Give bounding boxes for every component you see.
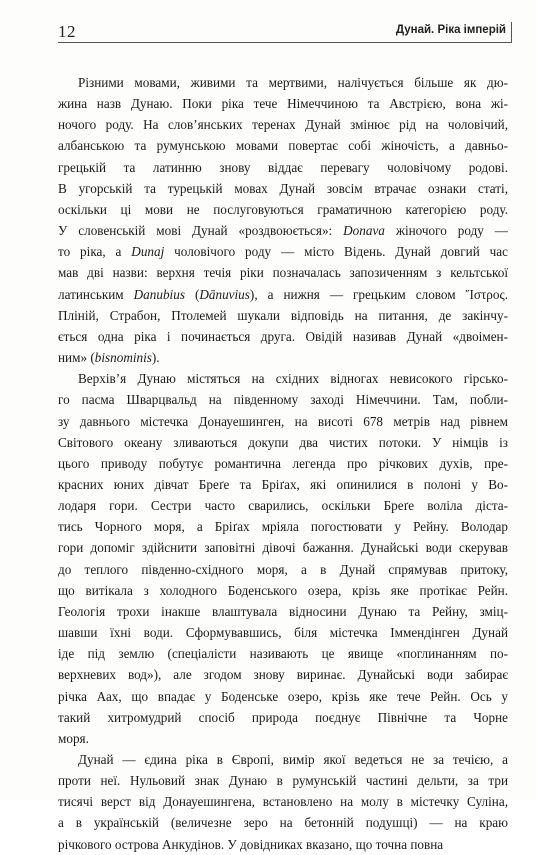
text-run: Геологія трохи інакше влаштувала відносини Дунаю та Рейну, зміц-: [58, 603, 508, 619]
text-run: що витікала з холодного Боденського озера, крізь яке протікає Рейн.: [58, 582, 508, 598]
text-line: [58, 284, 508, 305]
text-run: мав дві назви: верхня течія ріки позначалась запозиченням з кельтської: [58, 265, 508, 281]
text-run: а в українській (величезне зеро на бетонній подушці) — на краю: [58, 815, 508, 831]
text-line: [58, 157, 508, 178]
text-run: зу давнього містечка Донауешинген, на висоті 678 метрів над рівнем: [58, 413, 508, 429]
paragraph: [58, 72, 508, 368]
text-run: ), а нижня — грецьким словом Ἴστρος.: [249, 286, 508, 302]
text-run: річкового острова Анкудінов. У довідниках вказано, що точна повна: [58, 836, 444, 852]
text-line: [58, 199, 508, 220]
text-line: [58, 580, 508, 601]
text-run: (: [184, 286, 200, 302]
text-run: ється одна ріка і починається друга. Овідій називав Дунай «двоімен-: [58, 328, 508, 344]
text-run: проти неї. Нульовий знак Дунаю в румунській частині дельти, за три: [58, 773, 508, 789]
text-line: [58, 411, 508, 432]
text-run: іде під землю (спеціалісти називають це явище «поглинанням по-: [58, 646, 508, 662]
page-header: [58, 22, 512, 46]
paragraph: [58, 368, 508, 749]
italic-term: Dunaj: [131, 244, 165, 260]
text-run: шавши їхні води. Сформувавшись, біля містечка Іммендінген Дунай: [58, 625, 508, 641]
text-line: [58, 495, 508, 516]
text-run: чоловічого роду — місто Відень. Дунай довгий час: [164, 244, 508, 260]
text-line: [58, 601, 508, 622]
text-line: [58, 305, 508, 326]
text-run: то ріка, а: [58, 244, 132, 260]
text-line: [58, 812, 508, 833]
text-line: [58, 537, 508, 558]
text-line: [58, 664, 508, 685]
italic-term: Donava: [343, 223, 385, 239]
text-run: латинським: [58, 286, 134, 302]
text-run: го пасма Шварцвальд на південному заході Німеччини. Там, побли-: [58, 392, 508, 408]
text-line: [58, 791, 508, 812]
text-line: [58, 453, 508, 474]
text-run: цього приводу побутує романтична легенда про річкових духів, пре-: [58, 455, 508, 471]
page-number: 12: [58, 22, 76, 41]
text-line: [58, 559, 508, 580]
text-line: [58, 686, 508, 707]
header-corner-rule: [511, 22, 512, 42]
paragraph: [58, 749, 508, 855]
text-line: [58, 220, 508, 241]
text-line: [58, 93, 508, 114]
text-run: до теплого південно-східного моря, а в Дунай спрямував притоку,: [58, 561, 508, 577]
text-line: [58, 707, 508, 728]
text-run: Дунай — єдина ріка в Європі, вимір якої ведеться не за течією, а: [78, 752, 508, 767]
text-line: [58, 114, 508, 135]
text-run: такий хитромудрий спосіб природа поєднує Північне та Чорне: [58, 709, 508, 725]
text-run: ночого роду. На слов’янських теренах Дунай змінює рід на чоловічий,: [58, 117, 508, 133]
text-run: тись Чорного моря, а Бріґах мріяла погостювати у Рейну. Володар: [58, 519, 508, 535]
text-line: [58, 389, 508, 410]
italic-term: bisnominis: [94, 350, 152, 366]
text-line: [58, 262, 508, 283]
body-text: [58, 72, 508, 855]
text-line: [58, 622, 508, 643]
text-run: оскільки ці мови не послуговуються граматичною категорією роду.: [58, 201, 508, 217]
text-run: В угорській та турецькій мовах Дунай зовсім втрачає ознаки статі,: [58, 180, 508, 196]
italic-term: Danubius: [133, 286, 185, 302]
text-line: [58, 347, 508, 368]
text-run: албанською та румунською мовами повертає собі жіночість, а давньо-: [58, 138, 508, 154]
text-run: ним» (: [58, 350, 95, 366]
text-run: лодаря гори. Сестри часто сварились, оскільки Бреґе воліла діста-: [58, 498, 508, 514]
text-run: жіночого роду —: [384, 223, 508, 239]
text-run: Верхів’я Дунаю містяться на східних відногах невисокого гірсько-: [78, 371, 508, 387]
text-line: [58, 368, 508, 389]
text-line: [58, 474, 508, 495]
text-run: Пліній, Страбон, Птолемей шукали відповідь на питання, де закінчу-: [58, 307, 508, 323]
header-rule: [58, 42, 512, 43]
text-run: жина назв Дунаю. Поки ріка тече Німеччиною та Австрією, вона жі-: [58, 96, 508, 112]
text-run: моря.: [58, 730, 89, 746]
text-run: верхневих вод»), але згодом знову виринає. Дунайські води забирає: [58, 667, 508, 683]
text-line: [58, 135, 508, 156]
text-run: Світового океану зливаються докупи два чистих потоки. У німців із: [58, 434, 508, 450]
text-line: [58, 643, 508, 664]
text-run: красних юних дівчат Бреґе та Бріґах, які опинилися в полоні у Во-: [58, 476, 508, 492]
text-run: грецькій та латинню знову віддає перевагу чоловічому родові.: [58, 159, 508, 175]
text-line: [58, 178, 508, 199]
text-run: річка Аах, що впадає у Боденське озеро, крізь яке тече Рейн. Ось у: [58, 688, 508, 704]
text-line: [58, 749, 508, 770]
text-line: [58, 326, 508, 347]
text-run: У словенській мові Дунай «роздвоюється»:: [58, 223, 344, 239]
text-line: [58, 432, 508, 453]
text-run: гори допоміг здійснити заповітні дівочі бажання. Дунайські води скерував: [58, 540, 508, 556]
text-line: [58, 516, 508, 537]
text-line: [58, 241, 508, 262]
text-line: [58, 834, 508, 855]
text-run: ).: [151, 350, 160, 366]
running-title: Дунай. Ріка імперій: [395, 24, 506, 36]
text-run: тисячі верст від Донауешингена, встановлено на молу в містечку Суліна,: [58, 794, 508, 810]
italic-term: Dānuvius: [199, 286, 250, 302]
text-line: [58, 770, 508, 791]
text-run: Різними мовами, живими та мертвими, налічується більше як дю-: [78, 75, 508, 90]
text-line: [58, 728, 508, 749]
text-line: [58, 72, 508, 93]
